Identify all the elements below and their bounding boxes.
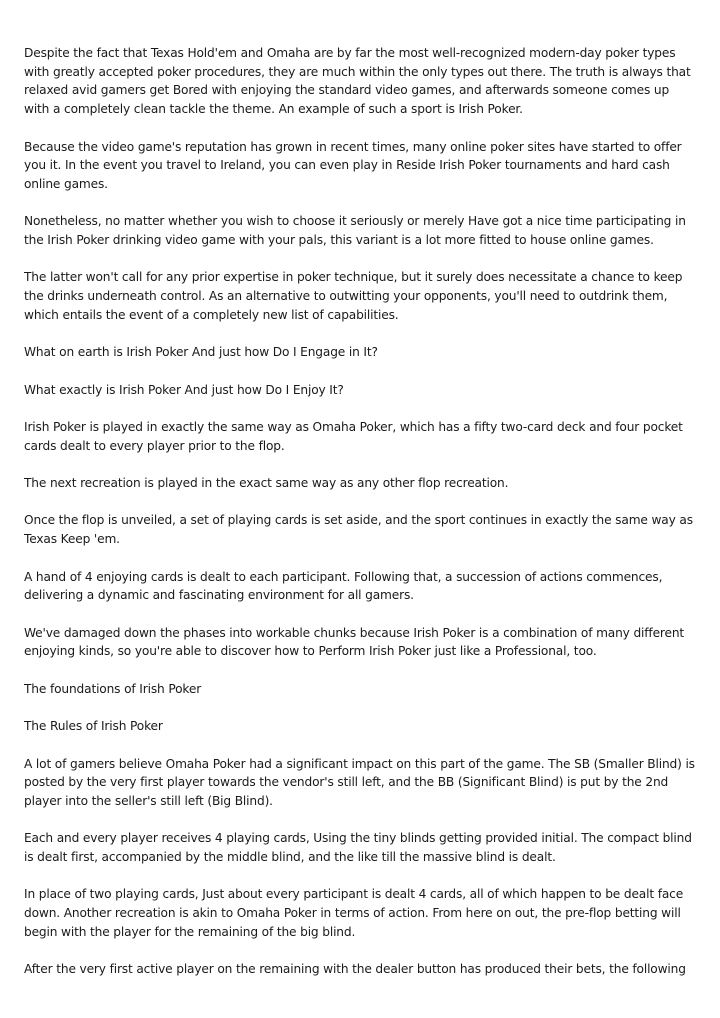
paragraph: Irish Poker is played in exactly the same way as Omaha Poker, which has a fifty two-card deck and four pocket cards dealt to every player prior to the flop. <box>24 419 683 453</box>
section-heading: The foundations of Irish Poker <box>24 681 202 696</box>
paragraph: In place of two playing cards, Just about every participant is dealt 4 cards, all of which happen to be dealt face down. Another recreation is akin to Omaha Poker in terms of action. From here on out, the pre-flop betting will begin with the player for the remaining of the big blind. <box>24 887 684 939</box>
section-heading: The Rules of Irish Poker <box>24 719 163 734</box>
paragraph: The next recreation is played in the exact same way as any other flop recreation. <box>24 476 509 491</box>
paragraph: Despite the fact that Texas Hold'em and Omaha are by far the most well-recognized modern-day poker types with greatly accepted poker procedures, they are much within the only types out there. The truth is always that relaxed avid gamers get Bored with enjoying the standard video games, and afterwards someone comes up with a completely clean tackle the theme. An example of such a sport is Irish Poker. <box>24 46 691 117</box>
paragraph: Each and every player receives 4 playing cards, Using the tiny blinds getting provided initial. The compact blind is dealt first, accompanied by the middle blind, and the like till the massive blind is dealt. <box>24 831 692 865</box>
paragraph: What on earth is Irish Poker And just how Do I Engage in It? <box>24 345 378 360</box>
paragraph: The latter won't call for any prior expertise in poker technique, but it surely does necessitate a chance to keep the drinks underneath control. As an alternative to outwitting your opponents, you'll need to outdrink them, which entails the event of a completely new list of capabilities. <box>24 270 683 322</box>
paragraph: A hand of 4 enjoying cards is dealt to each participant. Following that, a succession of actions commences, delivering a dynamic and fascinating environment for all gamers. <box>24 569 663 603</box>
paragraph: What exactly is Irish Poker And just how Do I Enjoy It? <box>24 382 344 397</box>
paragraph: Once the flop is unveiled, a set of playing cards is set aside, and the sport continues in exactly the same way as Texas Keep 'em. <box>24 513 693 547</box>
paragraph: Nonetheless, no matter whether you wish to choose it seriously or merely Have got a nice time participating in the Irish Poker drinking video game with your pals, this variant is a lot more fitted to house online games. <box>24 214 686 247</box>
document-body <box>24 44 698 998</box>
paragraph: Because the video game's reputation has grown in recent times, many online poker sites have started to offer you it. In the event you travel to Ireland, you can even play in Reside Irish Poker tournaments and hard cash online games. <box>24 139 682 191</box>
paragraph: We've damaged down the phases into workable chunks because Irish Poker is a combination of many different enjoying kinds, so you're able to discover how to Perform Irish Poker just like a Professional, too. <box>24 625 685 659</box>
paragraph: A lot of gamers believe Omaha Poker had a significant impact on this part of the game. The SB (Smaller Blind) is posted by the very first player towards the vendor's still left, and the BB (Significant Blind) is put by the 2nd player into the seller's still left (Big Blind). <box>24 756 695 808</box>
paragraph: After the very first active player on the remaining with the dealer button has produced their bets, the following <box>24 962 686 977</box>
